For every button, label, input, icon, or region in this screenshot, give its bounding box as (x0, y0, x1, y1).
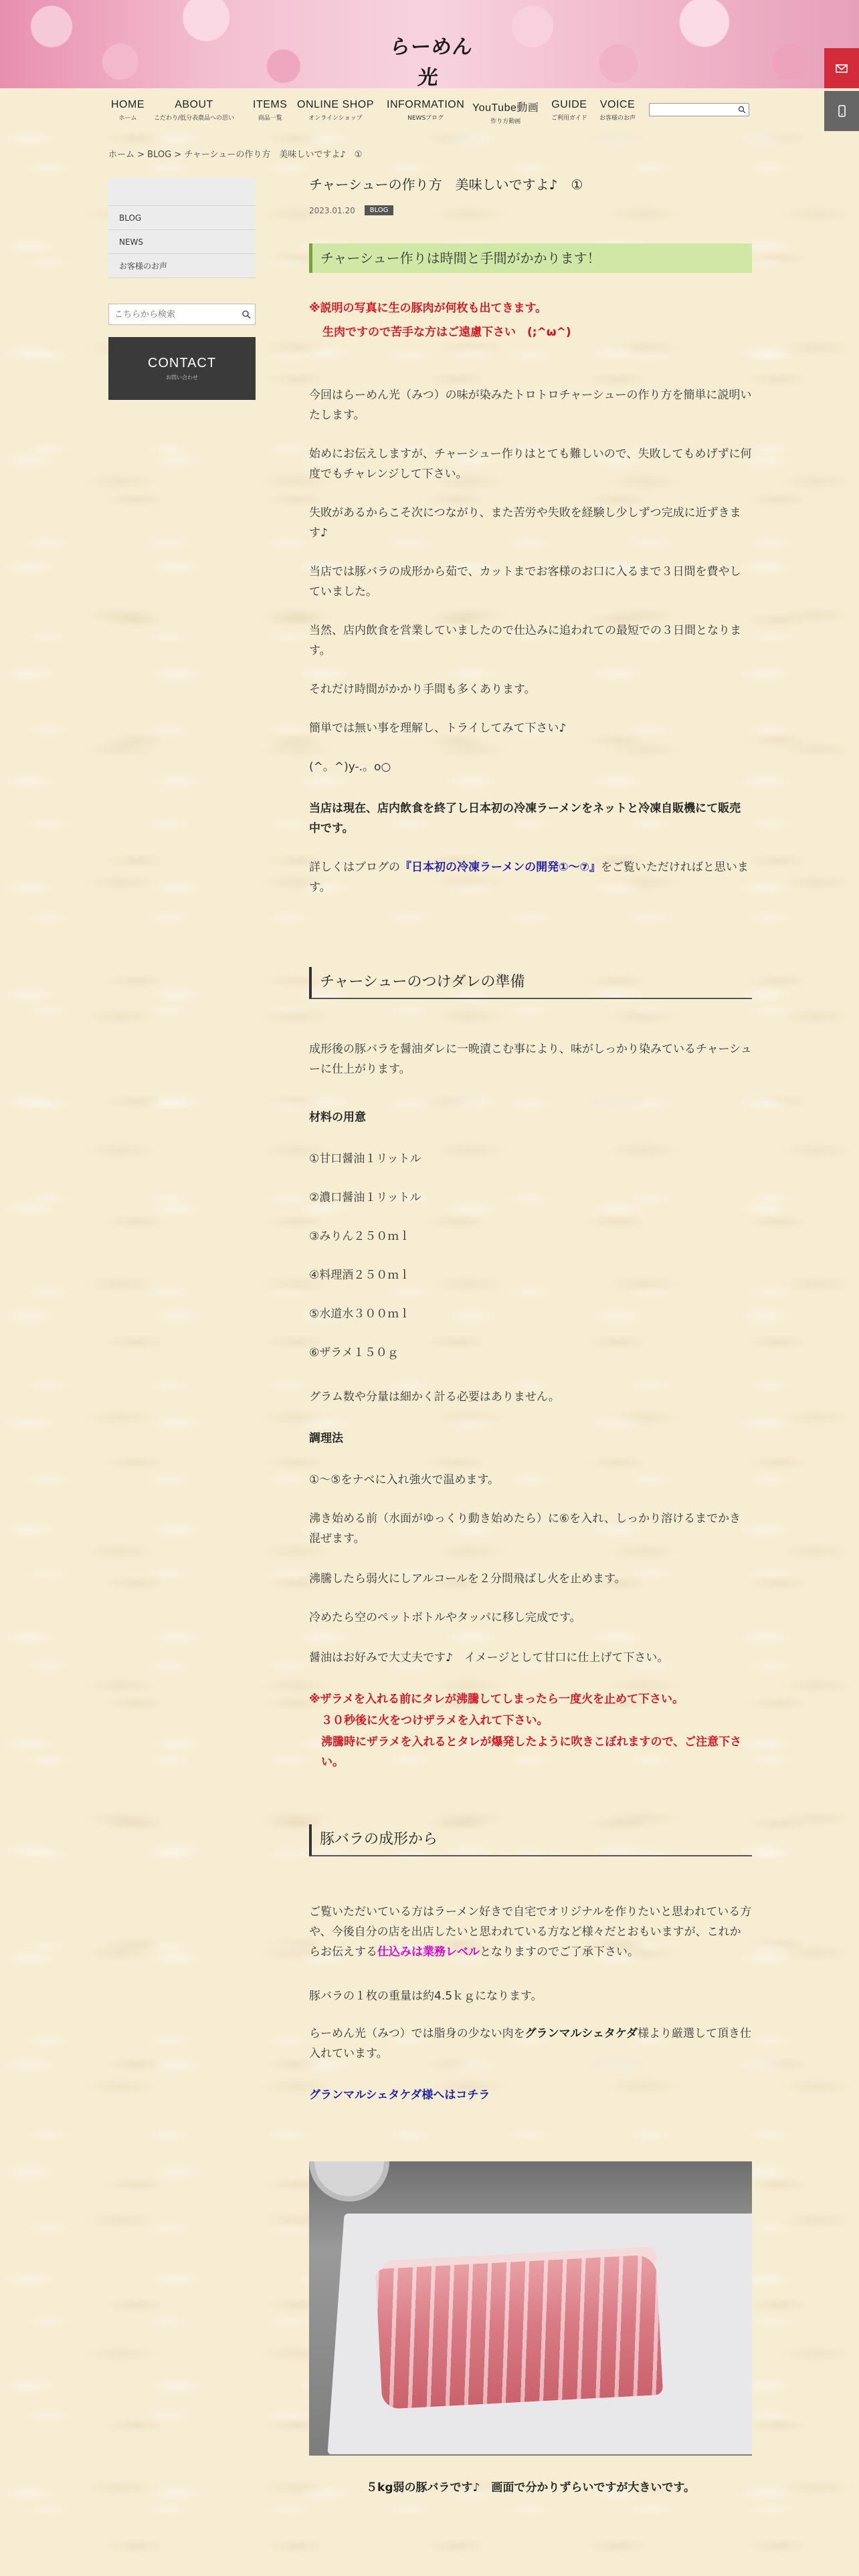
paragraph (309, 2024, 752, 2064)
post-date: 2023.01.20 (309, 205, 355, 215)
section-heading-seikei: 豚バラの成形から (309, 1824, 752, 1856)
nav-sublabel: ご利用ガイド (551, 115, 587, 122)
sidebar-item-voice[interactable]: お客様のお声 (108, 254, 256, 278)
paragraph: (^。^)y-.。o○ (309, 760, 391, 774)
bold-note: 当店は現在、店内飲食を終了し日本初の冷凍ラーメンをネットと冷凍自販機にて販売中です。 (309, 802, 741, 835)
nav-label: ONLINE SHOP (297, 99, 374, 110)
mail-button[interactable] (824, 48, 859, 88)
breadcrumb[interactable]: ホーム > BLOG > チャーシューの作り方 美味しいですよ♪ ① (108, 150, 363, 160)
nav-label: YouTube動画 (472, 102, 539, 114)
supplier-name: グランマルシェタケダ (524, 2027, 638, 2040)
seikei-text: となりますのでご了承下さい。 (480, 1945, 639, 1959)
ingredient-item: ⑥ザラメ１５０ｇ (309, 1346, 399, 1360)
nav-sublabel: NEWSブログ (407, 115, 444, 122)
pork-belly-shape (375, 2254, 663, 2409)
paragraph: 当然、店内飲食を営業していましたので仕込みに追われての最短での３日間となります。 (309, 624, 741, 657)
method-step: 沸騰したら弱火にしアルコールを２分間飛ばし火を止めます。 (309, 1572, 626, 1586)
method-step: 沸き始める前（水面がゆっくり動き始めたら）に⑥を入れ、しっかり溶けるまでかき混ぜます。 (309, 1512, 741, 1545)
ingredient-item: ①甘口醤油１リットル (309, 1152, 421, 1166)
paragraph: 当店では豚バラの成形から茹で、カットまでお客様のお口に入るまで３日間を費やしていました。 (309, 565, 741, 599)
section-heading-tare: チャーシューのつけダレの準備 (309, 967, 752, 999)
nav-items[interactable] (253, 99, 287, 122)
method-step: 醤油はお好みで大丈夫です♪ イメージとして甘口に仕上げて下さい。 (309, 1651, 669, 1665)
nav-youtube[interactable] (472, 99, 539, 125)
seikei-text: ご覧いただいている方はラーメン好きで自宅でオリジナルを作りたいと思われている方や、今後自分の店を出店したいと思われている方など様々だとおもいますが、これからお伝えする (309, 1905, 752, 1959)
paragraph: 豚バラの１枚の重量は約4.5ｋｇになります。 (309, 1990, 543, 2003)
section-heading-intro: チャーシュー作りは時間と手間がかかります！ (309, 243, 752, 273)
sidebar-search (108, 304, 256, 325)
sidebar-item-blog[interactable]: BLOG (108, 206, 256, 230)
phone-button[interactable] (824, 91, 859, 131)
seikei-highlight: 仕込みは業務レベル (377, 1945, 480, 1959)
nav-label: ABOUT (175, 99, 213, 110)
sidebar-spacer (108, 178, 256, 206)
nav-about[interactable] (154, 99, 234, 122)
seikei-text: らーめん光（みつ）では脂身の少ない肉を (309, 2027, 525, 2040)
phone-icon (835, 104, 848, 118)
subheading-method: 調理法 (309, 1432, 343, 1445)
search-icon[interactable] (738, 106, 746, 114)
blog-ref-suffix: をご覧いただければと思います。 (309, 861, 749, 894)
category-tag[interactable]: BLOG (365, 205, 394, 215)
nav-label: GUIDE (551, 99, 587, 110)
warning-text: 生肉ですので苦手な方はご遠慮下さい (;^ω^) (322, 326, 571, 339)
warning-text: ３０秒後に火をつけザラメを入れて下さい。 (321, 1714, 549, 1727)
nav-label: ITEMS (253, 99, 288, 110)
paragraph: それだけ時間がかかり手間も多くあります。 (309, 683, 536, 696)
warning-text: ※説明の写真に生の豚肉が何枚も出てきます。 (309, 302, 547, 315)
nav-label: VOICE (599, 99, 636, 110)
contact-button[interactable] (108, 337, 256, 400)
paragraph: 始めにお伝えしますが、チャーシュー作りはとても難しいので、失敗してもめげずに何度でもチャレンジして下さい。 (309, 447, 752, 481)
contact-subtitle: お問い合わせ (166, 374, 198, 381)
blog-ref-link[interactable]: 『日本初の冷凍ラーメンの開発①〜⑦』 (400, 861, 601, 874)
blog-reference (309, 857, 752, 897)
warning-text: 沸騰時にザラメを入れるとタレが爆発したように吹きこぼれますので、ご注意下さい。 (321, 1735, 742, 1769)
nav-online-shop[interactable] (297, 99, 374, 122)
nav-guide[interactable] (551, 99, 587, 122)
nav-sublabel: お客様のお声 (599, 115, 636, 122)
supplier-link[interactable]: グランマルシェタケダ様へはコチラ (309, 2088, 490, 2102)
nav-label: INFORMATION (387, 99, 465, 110)
header-banner (0, 0, 859, 88)
pork-belly-photo (309, 2161, 752, 2456)
seikei-text: 様より厳選して頂き仕入れています。 (309, 2027, 752, 2060)
header-search-input[interactable] (649, 103, 749, 116)
paragraph: グラム数や分量は細かく計る必要はありません。 (309, 1390, 560, 1404)
search-icon[interactable] (242, 310, 251, 319)
nav-sublabel: こだわり/低分表農品への思い (154, 115, 235, 122)
ingredient-item: ②濃口醤油１リットル (309, 1191, 421, 1204)
nav-voice[interactable] (599, 99, 636, 122)
paragraph (309, 1902, 752, 1962)
post-meta (309, 205, 752, 215)
sidebar-item-news[interactable]: NEWS (108, 230, 256, 254)
nav-sublabel: ホーム (118, 115, 137, 122)
global-nav (107, 99, 749, 128)
nav-sublabel: オンラインショップ (308, 115, 363, 122)
mail-icon (835, 62, 848, 75)
method-step: 冷めたら空のペットボトルやタッパに移し完成です。 (309, 1611, 581, 1624)
method-step: ①〜⑤をナベに入れ強火で温めます。 (309, 1473, 500, 1487)
blog-ref-prefix: 詳しくはブログの (309, 861, 400, 874)
nav-sublabel: 商品一覧 (258, 115, 282, 122)
nav-label: HOME (111, 99, 145, 110)
nav-sublabel: 作り方動画 (490, 118, 521, 125)
nav-home[interactable] (111, 99, 145, 122)
paragraph: 失敗があるからこそ次につながり、また苦労や失敗を経験し少しずつ完成に近ずきます♪ (309, 506, 741, 540)
nav-information[interactable] (387, 99, 464, 122)
site-logo[interactable]: らーめん光 (389, 35, 474, 90)
paragraph: 成形後の豚バラを醤油ダレに一晩漬こむ事により、味がしっかり染みているチャーシューに仕上がります。 (309, 1043, 752, 1076)
bowl-shape (309, 2161, 389, 2202)
ingredient-item: ⑤水道水３００ｍｌ (309, 1307, 411, 1321)
ingredient-item: ③みりん２５０ｍｌ (309, 1230, 411, 1243)
post-header (309, 174, 752, 215)
paragraph: 簡単では無い事を理解し、トライしてみて下さい♪ (309, 722, 567, 735)
sidebar-menu (108, 178, 256, 278)
warning-text: ※ザラメを入れる前にタレが沸騰してしまったら一度火を止めて下さい。 (309, 1693, 684, 1706)
ingredient-item: ④料理酒２５０ｍｌ (309, 1269, 411, 1282)
subheading-ingredients: 材料の用意 (309, 1111, 366, 1124)
post-title: チャーシューの作り方 美味しいですよ♪ ① (309, 177, 583, 193)
sidebar-search-input[interactable] (109, 304, 229, 324)
paragraph: 今回はらーめん光（みつ）の味が染みたトロトロチャーシューの作り方を簡単に説明いたします。 (309, 389, 752, 422)
contact-title: CONTACT (147, 356, 217, 370)
photo-caption: ５kg弱の豚バラです♪ 画面で分かりずらいですが大きいです。 (366, 2481, 695, 2494)
